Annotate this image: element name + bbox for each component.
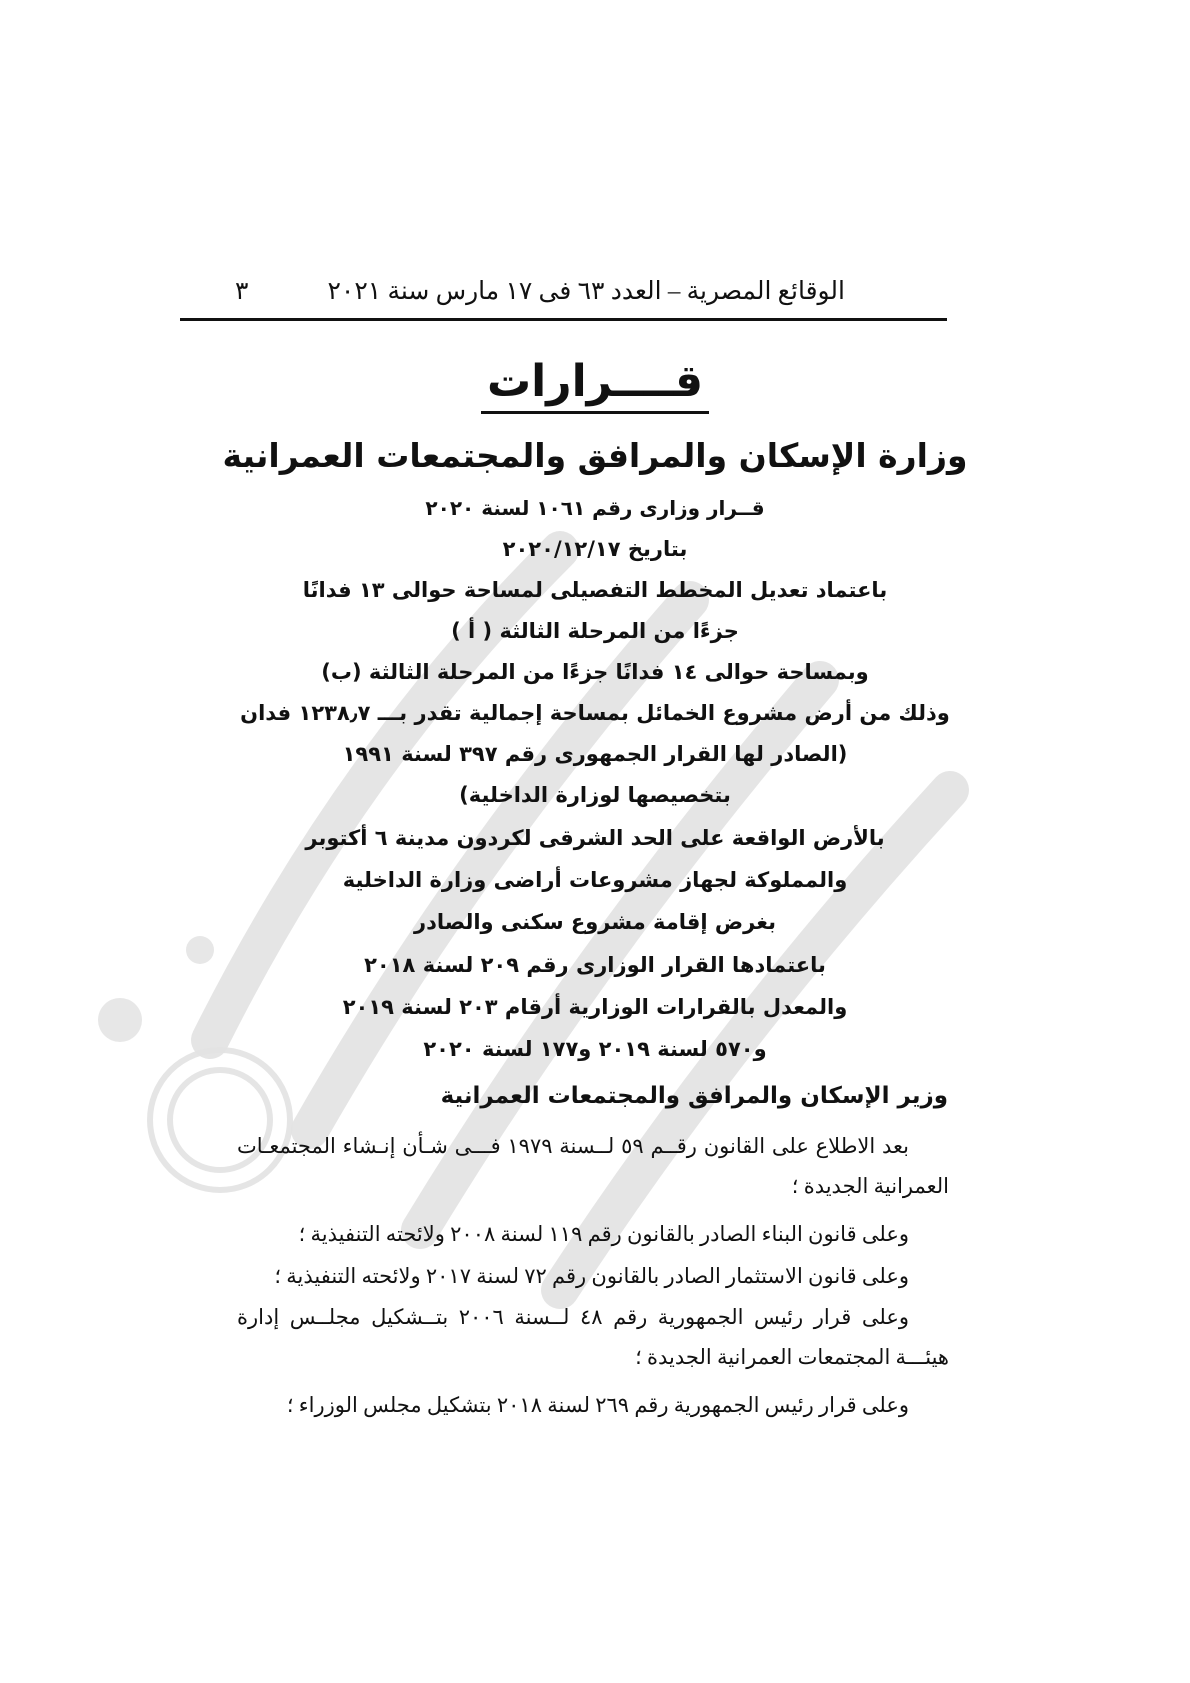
- section-title-text: قــــرارات: [481, 356, 709, 414]
- ministry-name: وزارة الإسكان والمرافق والمجتمعات العمرانية: [222, 436, 968, 475]
- section-title: [0, 356, 1190, 414]
- decision-line: جزءًا من المرحلة الثالثة ( أ ): [451, 619, 739, 643]
- decision-line: وبمساحة حوالى ١٤ فدانًا جزءًا من المرحلة الثالثة (ب): [321, 660, 869, 684]
- decision-line: قــرار وزارى رقم ١٠٦١ لسنة ٢٠٢٠: [425, 496, 765, 520]
- paragraph-text: وعلى قانون البناء الصادر بالقانون رقم ١١٩ لسنة ٢٠٠٨ ولائحته التنفيذية ؛: [298, 1222, 909, 1246]
- decision-line: باعتمادها القرار الوزارى رقم ٢٠٩ لسنة ٢٠١٨: [364, 953, 826, 977]
- decision-line: و٥٧٠ لسنة ٢٠١٩ و١٧٧ لسنة ٢٠٢٠: [423, 1037, 767, 1061]
- decision-line: بتخصيصها لوزارة الداخلية): [459, 783, 731, 807]
- minister-heading: وزير الإسكان والمرافق والمجتمعات العمرانية: [440, 1083, 948, 1109]
- paragraph-text: بعد الاطلاع على القانون رقــم ٥٩ لــسنة ١٩٧٩ فـــى شـأن إنـشاء المجتمعـات العمرانية الجديدة ؛: [237, 1134, 949, 1198]
- preamble-paragraph: [237, 1297, 949, 1377]
- decision-line: والمعدل بالقرارات الوزارية أرقام ٢٠٣ لسنة ٢٠١٩: [342, 995, 848, 1019]
- page-number: ٣: [235, 278, 249, 305]
- paragraph-text: وعلى قانون الاستثمار الصادر بالقانون رقم ٧٢ لسنة ٢٠١٧ ولائحته التنفيذية ؛: [274, 1264, 909, 1288]
- gazette-header-title: الوقائع المصرية – العدد ٦٣ فى ١٧ مارس سنة ٢٠٢١: [327, 278, 845, 305]
- decision-line: وذلك من أرض مشروع الخمائل بمساحة إجمالية تقدر بـــ ١٢٣٨٫٧ فدان: [240, 701, 950, 725]
- preamble-paragraph: [237, 1385, 949, 1425]
- header-divider: [180, 318, 947, 321]
- preamble-paragraph: [237, 1126, 949, 1206]
- paragraph-text: وعلى قرار رئيس الجمهورية رقم ٢٦٩ لسنة ٢٠١٨ بتشكيل مجلس الوزراء ؛: [286, 1393, 909, 1417]
- decision-line: بغرض إقامة مشروع سكنى والصادر: [414, 910, 776, 934]
- decision-line: باعتماد تعديل المخطط التفصيلى لمساحة حوالى ١٣ فدانًا: [302, 578, 888, 602]
- page-header: [235, 276, 949, 316]
- decision-line: بالأرض الواقعة على الحد الشرقى لكردون مدينة ٦ أكتوبر: [305, 826, 885, 850]
- decision-line: والمملوكة لجهاز مشروعات أراضى وزارة الداخلية: [342, 868, 848, 892]
- preamble-paragraph: [237, 1214, 949, 1254]
- decision-line: (الصادر لها القرار الجمهورى رقم ٣٩٧ لسنة ١٩٩١: [342, 742, 848, 766]
- preamble-paragraph: [237, 1256, 949, 1296]
- decision-line: بتاريخ ٢٠٢٠/١٢/١٧: [502, 537, 688, 561]
- paragraph-text: وعلى قرار رئيس الجمهورية رقم ٤٨ لــسنة ٢٠٠٦ بتــشكيل مجلــس إدارة هيئـــة المجتمعات العمرانية الجديدة ؛: [237, 1305, 949, 1369]
